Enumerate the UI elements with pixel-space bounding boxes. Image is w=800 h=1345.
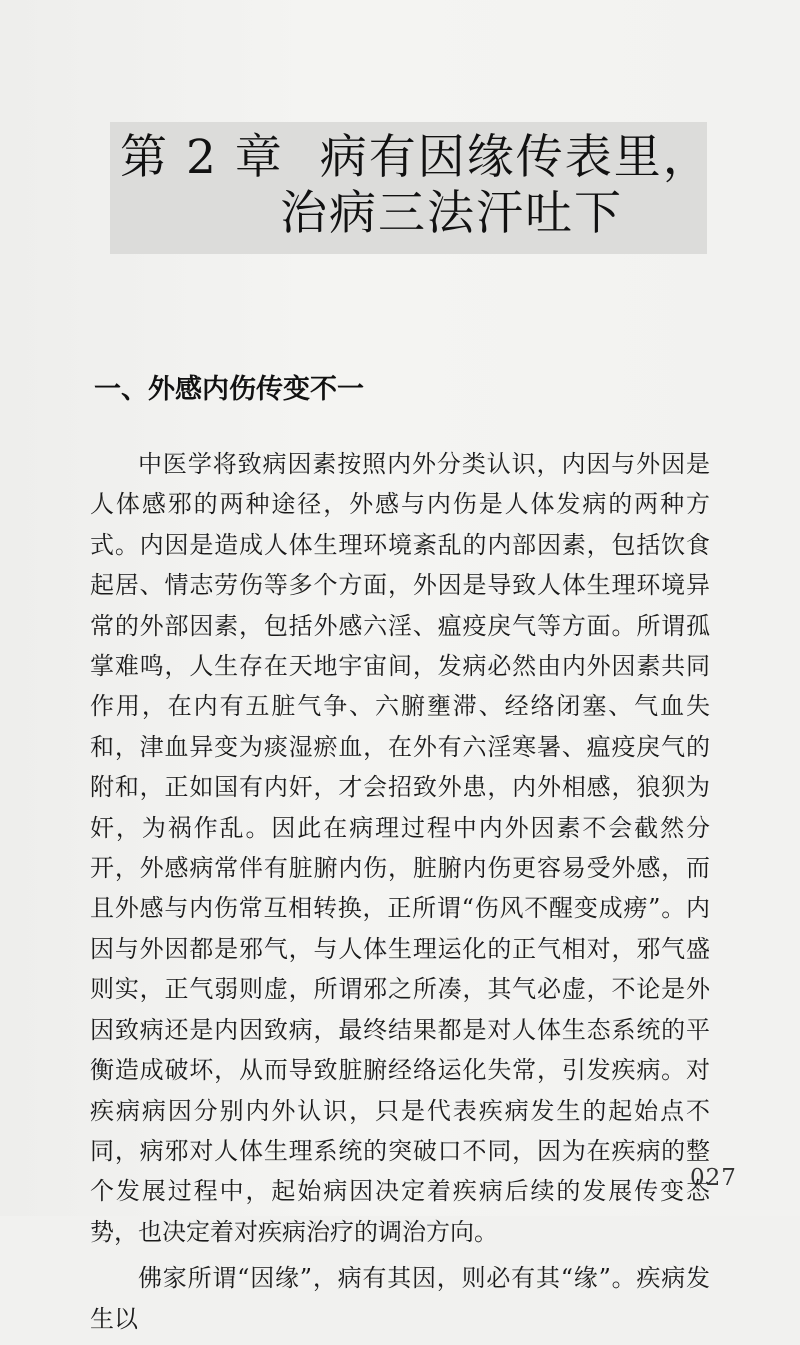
section-heading: 一、外感内伤传变不一 (94, 374, 364, 405)
page-number: 027 (690, 1165, 737, 1191)
paragraph: 佛家所谓“因缘”，病有其因，则必有其“缘”。疾病发生以 (90, 1264, 710, 1333)
body-text (90, 444, 710, 1345)
chapter-title-part-1: 病有因缘传表里， (319, 130, 712, 185)
chapter-number: 第 2 章 (120, 130, 284, 185)
paragraph: 中医学将致病因素按照内外分类认识，内因与外因是人体感邪的两种途径，外感与内伤是人体发病的两种方式。内因是造成人体生理环境紊乱的内部因素，包括饮食起居、情志劳伤等多个方面，外因是导致人体生理环境异常的外部因素，包括外感六淫、瘟疫戾气等方面。所谓孤掌难鸣，人生存在天地宇宙间，发病必然由内外因素共同作用，在内有五脏气争、六腑壅滞、经络闭塞、气血失和，津血异变为痰湿瘀血，在外有六淫寒暑、瘟疫戾气的附和，正如国有内奸，才会招致外患，内外相感，狼狈为奸，为祸作乱。因此在病理过程中内外因素不会截然分开，外感病常伴有脏腑内伤，脏腑内伤更容易受外感，而且外感与内伤常互相转换，正所谓“伤风不醒变成痨”。内因与外因都是邪气，与人体生理运化的正气相对，邪气盛则实，正气弱则虚，所谓邪之所凑，其气必虚，不论是外因致病还是内因致病，最终结果都是对人体生态系统的平衡造成破坏，从而导致脏腑经络运化失常，引发疾病。对疾病病因分别内外认识，只是代表疾病发生的起始点不同，病邪对人体生理系统的突破口不同，因为在疾病的整个发展过程中，起始病因决定着疾病后续的发展传变态势，也决定着对疾病治疗的调治方向。 (90, 450, 710, 1246)
chapter-title-line-2: 治病三法汗吐下 (280, 186, 623, 241)
chapter-title-line-1 (120, 130, 712, 186)
